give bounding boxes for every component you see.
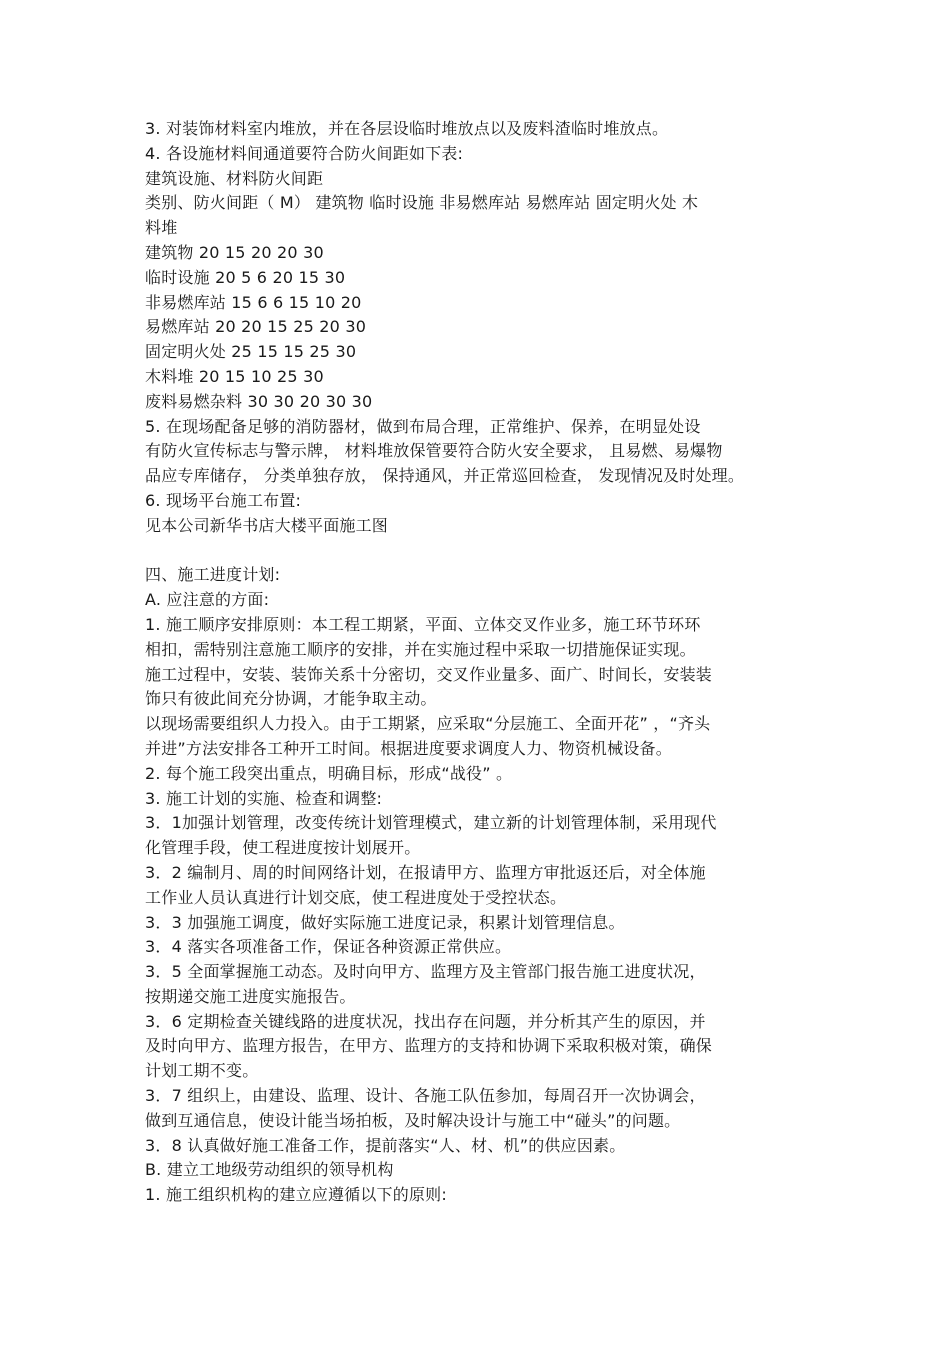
text-line: 化管理手段，使工程进度按计划展开。 [145, 838, 421, 858]
text-line: 按期递交施工进度实施报告。 [145, 986, 356, 1006]
text-line: 料堆 [145, 218, 178, 238]
text-line: 3．8 认真做好施工准备工作，提前落实“人、材、机”的供应因素。 [145, 1135, 626, 1155]
text-line: 4. 各设施材料间通道要符合防火间距如下表: [145, 143, 464, 163]
text-line: 3．4 落实各项准备工作，保证各种资源正常供应。 [145, 937, 512, 957]
text-line: 四、施工进度计划: [145, 565, 281, 585]
text-line: 以现场需要组织人力投入。由于工期紧，应采取“分层施工、全面开花” ，“齐头 [145, 714, 711, 734]
text-line: 3．3 加强施工调度，做好实际施工进度记录，积累计划管理信息。 [145, 912, 625, 932]
text-line: 工作业人员认真进行计划交底，使工程进度处于受控状态。 [145, 887, 567, 907]
text-line: 1. 施工顺序安排原则：本工程工期紧，平面、立体交叉作业多，施工环节环环 [145, 614, 701, 634]
text-line: 3．7 组织上，由建设、监理、设计、各施工队伍参加，每周召开一次协调会， [145, 1086, 706, 1106]
text-line: 非易燃库站 15 6 6 15 10 20 [145, 292, 362, 312]
text-line: 3．5 全面掌握施工动态。及时向甲方、监理方及主管部门报告施工进度状况， [145, 962, 706, 982]
text-line: 见本公司新华书店大楼平面施工图 [145, 515, 389, 535]
text-line: 建筑物 20 15 20 20 30 [145, 242, 324, 262]
text-line: A. 应注意的方面: [145, 590, 270, 610]
text-line: 施工过程中，安装、装饰关系十分密切，交叉作业量多、面广、时间长，安装装 [145, 664, 713, 684]
text-line: 3．6 定期检查关键线路的进度状况，找出存在问题，并分析其产生的原因，并 [145, 1011, 706, 1031]
text-line: 品应专库储存， 分类单独存放， 保持通风，并正常巡回检查， 发现情况及时处理。 [145, 466, 745, 486]
text-line: 废料易燃杂料 30 30 20 30 30 [145, 391, 373, 411]
text-line: 相扣，需特别注意施工顺序的安排，并在实施过程中采取一切措施保证实现。 [145, 639, 696, 659]
text-line: 木料堆 20 15 10 25 30 [145, 366, 324, 386]
text-line: 并进”方法安排各工种开工时间。根据进度要求调度人力、物资机械设备。 [145, 738, 672, 758]
text-line: 5. 在现场配备足够的消防器材，做到布局合理，正常维护、保养，在明显处设 [145, 416, 701, 436]
text-line: 固定明火处 25 15 15 25 30 [145, 342, 357, 362]
text-line: 计划工期不变。 [145, 1061, 259, 1081]
text-line: 3．1加强计划管理，改变传统计划管理模式，建立新的计划管理体制，采用现代 [145, 813, 717, 833]
text-line: 2. 每个施工段突出重点，明确目标，形成“战役” 。 [145, 763, 513, 783]
text-line: 临时设施 20 5 6 20 15 30 [145, 267, 346, 287]
text-line: 3. 对装饰材料室内堆放，并在各层设临时堆放点以及废料渣临时堆放点。 [145, 119, 669, 138]
text-line: 饰只有彼此间充分协调，才能争取主动。 [145, 689, 437, 709]
text-line: 及时向甲方、监理方报告，在甲方、监理方的支持和协调下采取积极对策，确保 [145, 1036, 713, 1056]
text-line: 3. 施工计划的实施、检查和调整: [145, 788, 383, 808]
text-line: 类别、防火间距（ M） 建筑物 临时设施 非易燃库站 易燃库站 固定明火处 木 [145, 193, 699, 213]
blank-line [145, 539, 825, 564]
text-line: 做到互通信息，使设计能当场拍板，及时解决设计与施工中“碰头”的问题。 [145, 1110, 681, 1130]
text-line: 1. 施工组织机构的建立应遵循以下的原则: [145, 1185, 447, 1205]
text-line: 建筑设施、材料防火间距 [145, 168, 324, 188]
text-line: B. 建立工地级劳动组织的领导机构 [145, 1160, 394, 1180]
text-line: 易燃库站 20 20 15 25 20 30 [145, 317, 367, 337]
text-line: 有防火宣传标志与警示牌， 材料堆放保管要符合防火安全要求， 且易燃、易爆物 [145, 441, 723, 461]
text-line: 6. 现场平台施工布置: [145, 490, 302, 510]
text-line: 3．2 编制月、周的时间网络计划，在报请甲方、监理方审批返还后，对全体施 [145, 862, 706, 882]
document-body [145, 117, 825, 1208]
